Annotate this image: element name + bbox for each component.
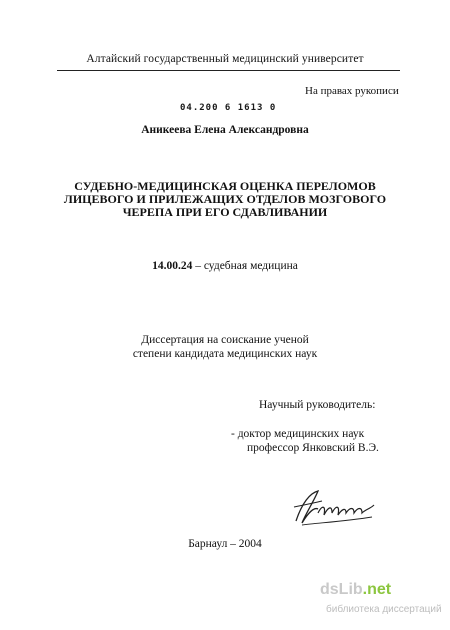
supervisor-label: Научный руководитель: [259, 399, 376, 411]
watermark-logo [320, 581, 391, 599]
title-line: ЧЕРЕПА ПРИ ЕГО СДАВЛИВАНИИ [122, 205, 328, 219]
specialty-code: 14.00.24 [152, 260, 193, 272]
degree-line: степени кандидата медицинских наук [132, 348, 318, 360]
supervisor-name: профессор Янковский В.Э. [247, 442, 379, 454]
author-name: Аникеева Елена Александровна [141, 124, 309, 136]
library-stamp-number: 04.200 6 1613 0 [180, 103, 277, 113]
manuscript-rights-note: На правах рукописи [305, 85, 399, 97]
degree-statement [0, 333, 450, 361]
specialty-name: – судебная медицина [192, 260, 298, 272]
degree-line: Диссертация на соискание ученой [141, 334, 309, 346]
dissertation-title [0, 180, 450, 219]
city-year: Барнаул – 2004 [188, 538, 262, 550]
supervisor-degree: - доктор медицинских наук [231, 428, 365, 440]
watermark-tagline: библиотека диссертаций [326, 604, 442, 615]
university-name: Алтайский государственный медицинский университет [86, 53, 364, 65]
title-line: СУДЕБНО-МЕДИЦИНСКАЯ ОЦЕНКА ПЕРЕЛОМОВ [74, 179, 376, 193]
watermark-logo-main: dsLib [320, 581, 363, 598]
watermark-logo-accent: .net [362, 581, 392, 598]
header-divider [57, 70, 400, 71]
specialty [0, 260, 450, 272]
title-line: ЛИЦЕВОГО И ПРИЛЕЖАЩИХ ОТДЕЛОВ МОЗГОВОГО [63, 192, 387, 206]
handwritten-signature [288, 483, 380, 533]
